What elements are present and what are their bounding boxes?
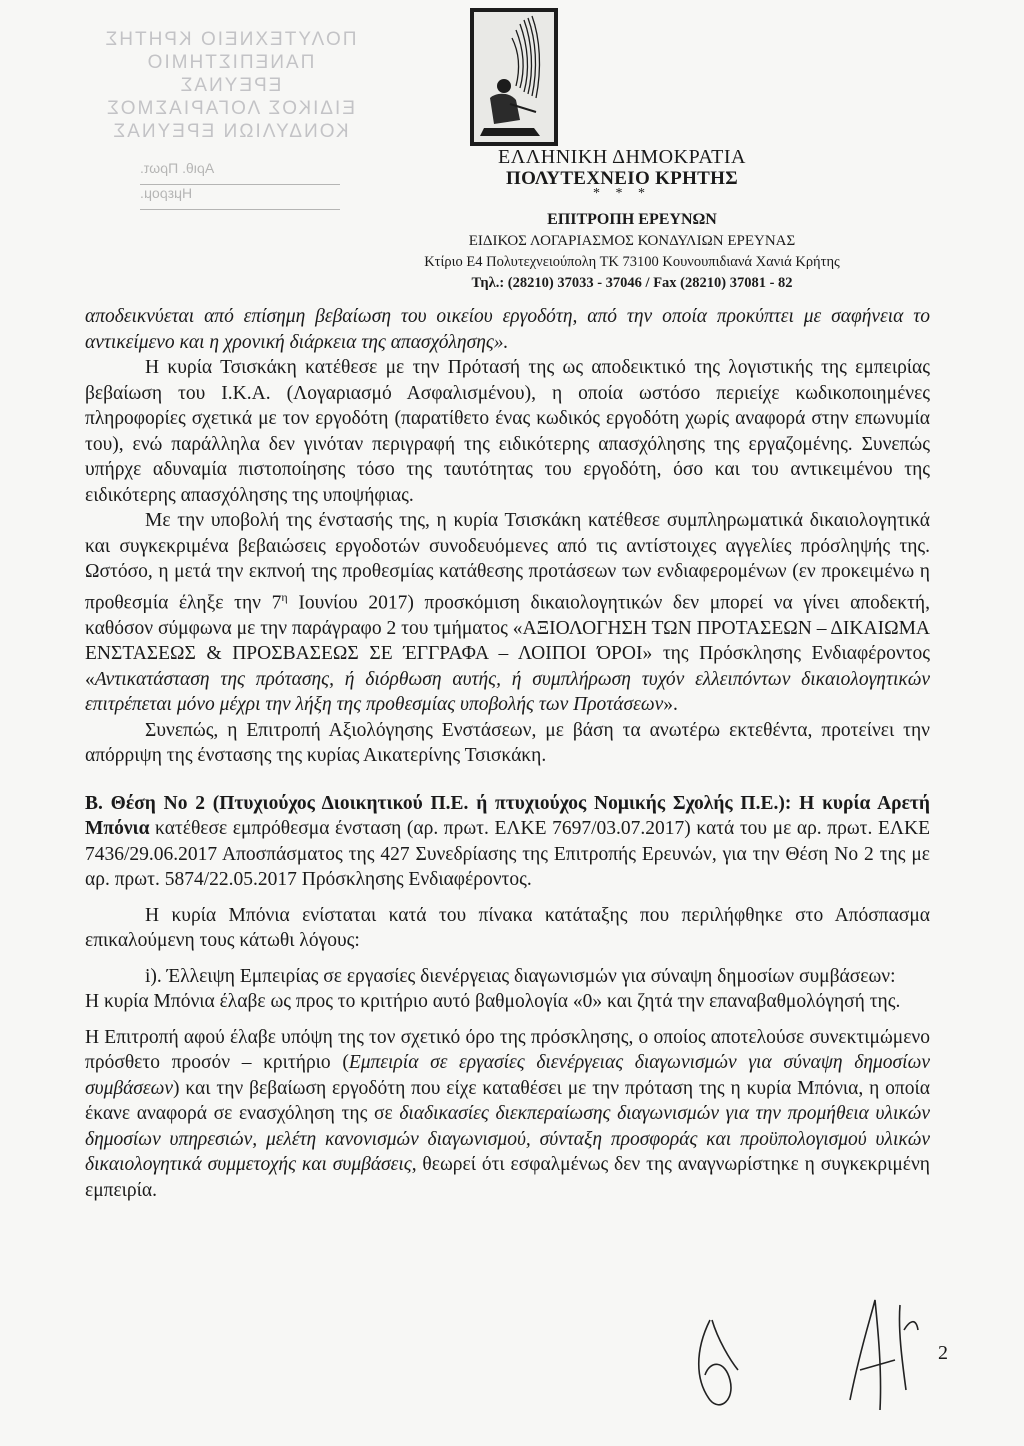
text-span: Με την υποβολή της ένστασής της, η κυρία Τσισκάκη κατέθεσε συμπληρωματικά δικαιολογητικά και συγκεκριμένα βεβαιώσεις εργοδοτών συνοδευόμενες από τις αντίστοιχες αγγελίες πρόσληψής της. Ωστόσο, η μετά την εκπνοή της προθεσμίας κατάθεσης προτάσεων των ενδιαφερομένων (εν προκειμένω η προθεσμία έληξε την 7 — [85, 510, 930, 613]
bleed-through-stamp — [100, 28, 360, 143]
italic-criterion: Εμπειρία σε εργασίες διενέργειας διαγωνισμών για σύναψη δημοσίων συμβάσεων — [85, 1052, 931, 1099]
signature-2 — [840, 1290, 920, 1420]
stamp-field: Αριθ. Πρωτ. — [140, 160, 340, 185]
paragraph-committee-review — [85, 1025, 930, 1204]
stamp-line: ΠΑΝΕΠΙΣΤΗΜΙΟ ΕΡΕΥΝΑΣ — [145, 52, 315, 96]
italic-duties: διαδικασίες διεκπεραίωσης διαγωνισμών για την προμήθεια υλικών δημοσίων υπηρεσιών, μελέτη κανονισμών διαγωνισμού, σύνταξη προσφοράς και προϋπολογισμού υλικών δικαιολογητικά συμμετοχής και συμβάσεις — [85, 1103, 930, 1175]
paragraph-objection: Η κυρία Μπόνια ενίσταται κατά του πίνακα κατάταξης που περιλήφθηκε στο Απόσπασμα επικαλούμενη τους κάτωθι λόγους: — [85, 904, 930, 951]
header-committee: ΕΠΙΤΡΟΠΗ ΕΡΕΥΝΩΝ — [547, 211, 717, 228]
text-span: , θεωρεί ότι εσφαλμένως δεν της αναγνωρίστηκε η συγκεκριμένη εμπειρία. — [85, 1154, 930, 1201]
page-number: 2 — [938, 1342, 948, 1364]
stamp-field: Ημερομ. — [140, 185, 340, 210]
stamp-line: ΕΙΔΙΚΟΣ ΛΟΓΑΡΙΑΣΜΟΣ — [105, 98, 355, 119]
paragraph-supplementary-docs — [85, 508, 930, 718]
header-stars: * * * — [593, 186, 651, 201]
text-span: Η Επιτροπή αφού έλαβε υπόψη της τον σχετικό όρο της πρόσκλησης, ο οποίος αποτελούσε συνεκτιμώμενο πρόσθετο προσόν – κριτήριο ( — [85, 1026, 930, 1073]
text-span: Ιουνίου 2017) προσκόμιση δικαιολογητικών δεν μπορεί να γίνει αποδεκτή, καθόσον σύμφωνα με την παράγραφο 2 του τμήματος «ΑΞΙΟΛΟΓΗΣΗ ΤΩΝ ΠΡΟΤΑΣΕΩΝ – ΔΙΚΑΙΩΜΑ ΕΝΣΤΑΣΕΩΣ & ΠΡΟΣΒΑΣΕΩΣ ΣΕ ΈΓΓΡΑΦΑ – ΛΟΙΠΟΙ ΌΡΟΙ» της Πρόσκλησης Ενδιαφέροντος « — [85, 592, 931, 690]
text-span: ) και την βεβαίωση εργοδότη που είχε καταθέσει με την πρόταση της η κυρία Μπόνια, η οποία έκανε αναφορά σε ενασχόληση της σε — [85, 1077, 930, 1124]
superscript: η — [281, 589, 288, 604]
paragraph-ika-evidence: Η κυρία Τσισκάκη κατέθεσε με την Πρότασή της ως αποδεικτικό της λογιστικής της εμπειρίας βεβαίωση του Ι.Κ.Α. (Λογαριασμό Ασφαλισμένου), η οποία ωστόσο περιείχε κωδικοποιημένες πληροφορίες σχετικά με τον εργοδότη (παρατίθετο ένας κωδικός εργοδότη χωρίς αναφορά στην επωνυμία του), ενώ παράλληλα δεν γινόταν περιγραφή της ειδικότερης απασχόλησης της εργαζομένης. Συνεπώς υπήρχε αδυναμία πιστοποίησης τόσο της ταυτότητας του εργοδότη, όσο και του αντικειμένου της ειδικότερης απασχόλησης της υποψήφιας. — [85, 357, 930, 506]
paragraph-reason-i: i). Έλλειψη Εμπειρίας σε εργασίες διενέργειας διαγωνισμών για σύναψη δημοσίων συμβάσεων: — [145, 965, 896, 987]
paragraph-conclusion: Συνεπώς, η Επιτροπή Αξιολόγησης Ενστάσεων, με βάση τα ανωτέρω εκτεθέντα, προτείνει την απόρριψη της ένστασης της κυρίας Αικατερίνης Τσισκάκη. — [85, 719, 930, 766]
paragraph-quote-end: αποδεικνύεται από επίσημη βεβαίωση του οικείου εργοδότη, από την οποία προκύπτει με σαφήνεια το αντικείμενο και η χρονική διάρκεια της απασχόλησης». — [85, 306, 930, 353]
paragraph-score: Η κυρία Μπόνια έλαβε ως προς το κριτήριο αυτό βαθμολογία «0» και ζητά την επαναβαθμολόγησή της. — [85, 991, 901, 1012]
header-phone: Τηλ.: (28210) 37033 - 37046 / Fax (28210) 37081 - 82 — [471, 275, 793, 291]
text-span: κατέθεσε εμπρόθεσμα ένσταση (αρ. πρωτ. ΕΛΚΕ 7697/03.07.2017) κατά του με αρ. πρωτ. ΕΛΚΕ 7436/29.06.2017 Αποσπάσματος της 427 Συνεδρίασης της Επιτροπής Ερευνών, για την Θέση Νο 2 της με αρ. πρωτ. 5874/22.05.2017 Πρόσκλησης Ενδιαφέροντος. — [85, 818, 930, 890]
text-span: ». — [663, 694, 678, 715]
header-address: Κτίριο Ε4 Πολυτεχνειούπολη ΤΚ 73100 Κουνουπιδιανά Χανιά Κρήτης — [424, 254, 840, 270]
header-country: ΕΛΛΗΝΙΚΗ ΔΗΜΟΚΡΑΤΙΑ — [498, 146, 746, 168]
position-heading: Β. Θέση Νο 2 (Πτυχιούχος Διοικητικού Π.Ε. ή πτυχιούχος Νομικής Σχολής Π.Ε.): Η κυρία Αρετή Μπόνια — [85, 792, 930, 839]
paragraph-position-2 — [85, 791, 930, 893]
header-university: ΠΟΛΥΤΕΧΝΕΙΟ ΚΡΗΤΗΣ — [506, 168, 738, 189]
stamp-line: ΠΟΛΥΤΕΧΝΕΙΟ ΚΡΗΤΗΣ — [103, 29, 357, 50]
university-emblem-icon — [470, 8, 558, 146]
document-body — [85, 304, 930, 1203]
italic-quote: Αντικατάσταση της πρότασης, ή διόρθωση αυτής, ή συμπλήρωση τυχόν ελλειπόντων δικαιολογητικών επιτρέπεται μόνο μέχρι την λήξη της προθεσμίας υποβολής των Προτάσεων — [85, 668, 930, 715]
stamp-line: ΚΟΝΔΥΛΙΩΝ ΕΡΕΥΝΑΣ — [111, 121, 349, 142]
signature-1 — [690, 1300, 750, 1420]
header-fund: ΕΙΔΙΚΟΣ ΛΟΓΑΡΙΑΣΜΟΣ ΚΟΝΔΥΛΙΩΝ ΕΡΕΥΝΑΣ — [468, 233, 796, 249]
